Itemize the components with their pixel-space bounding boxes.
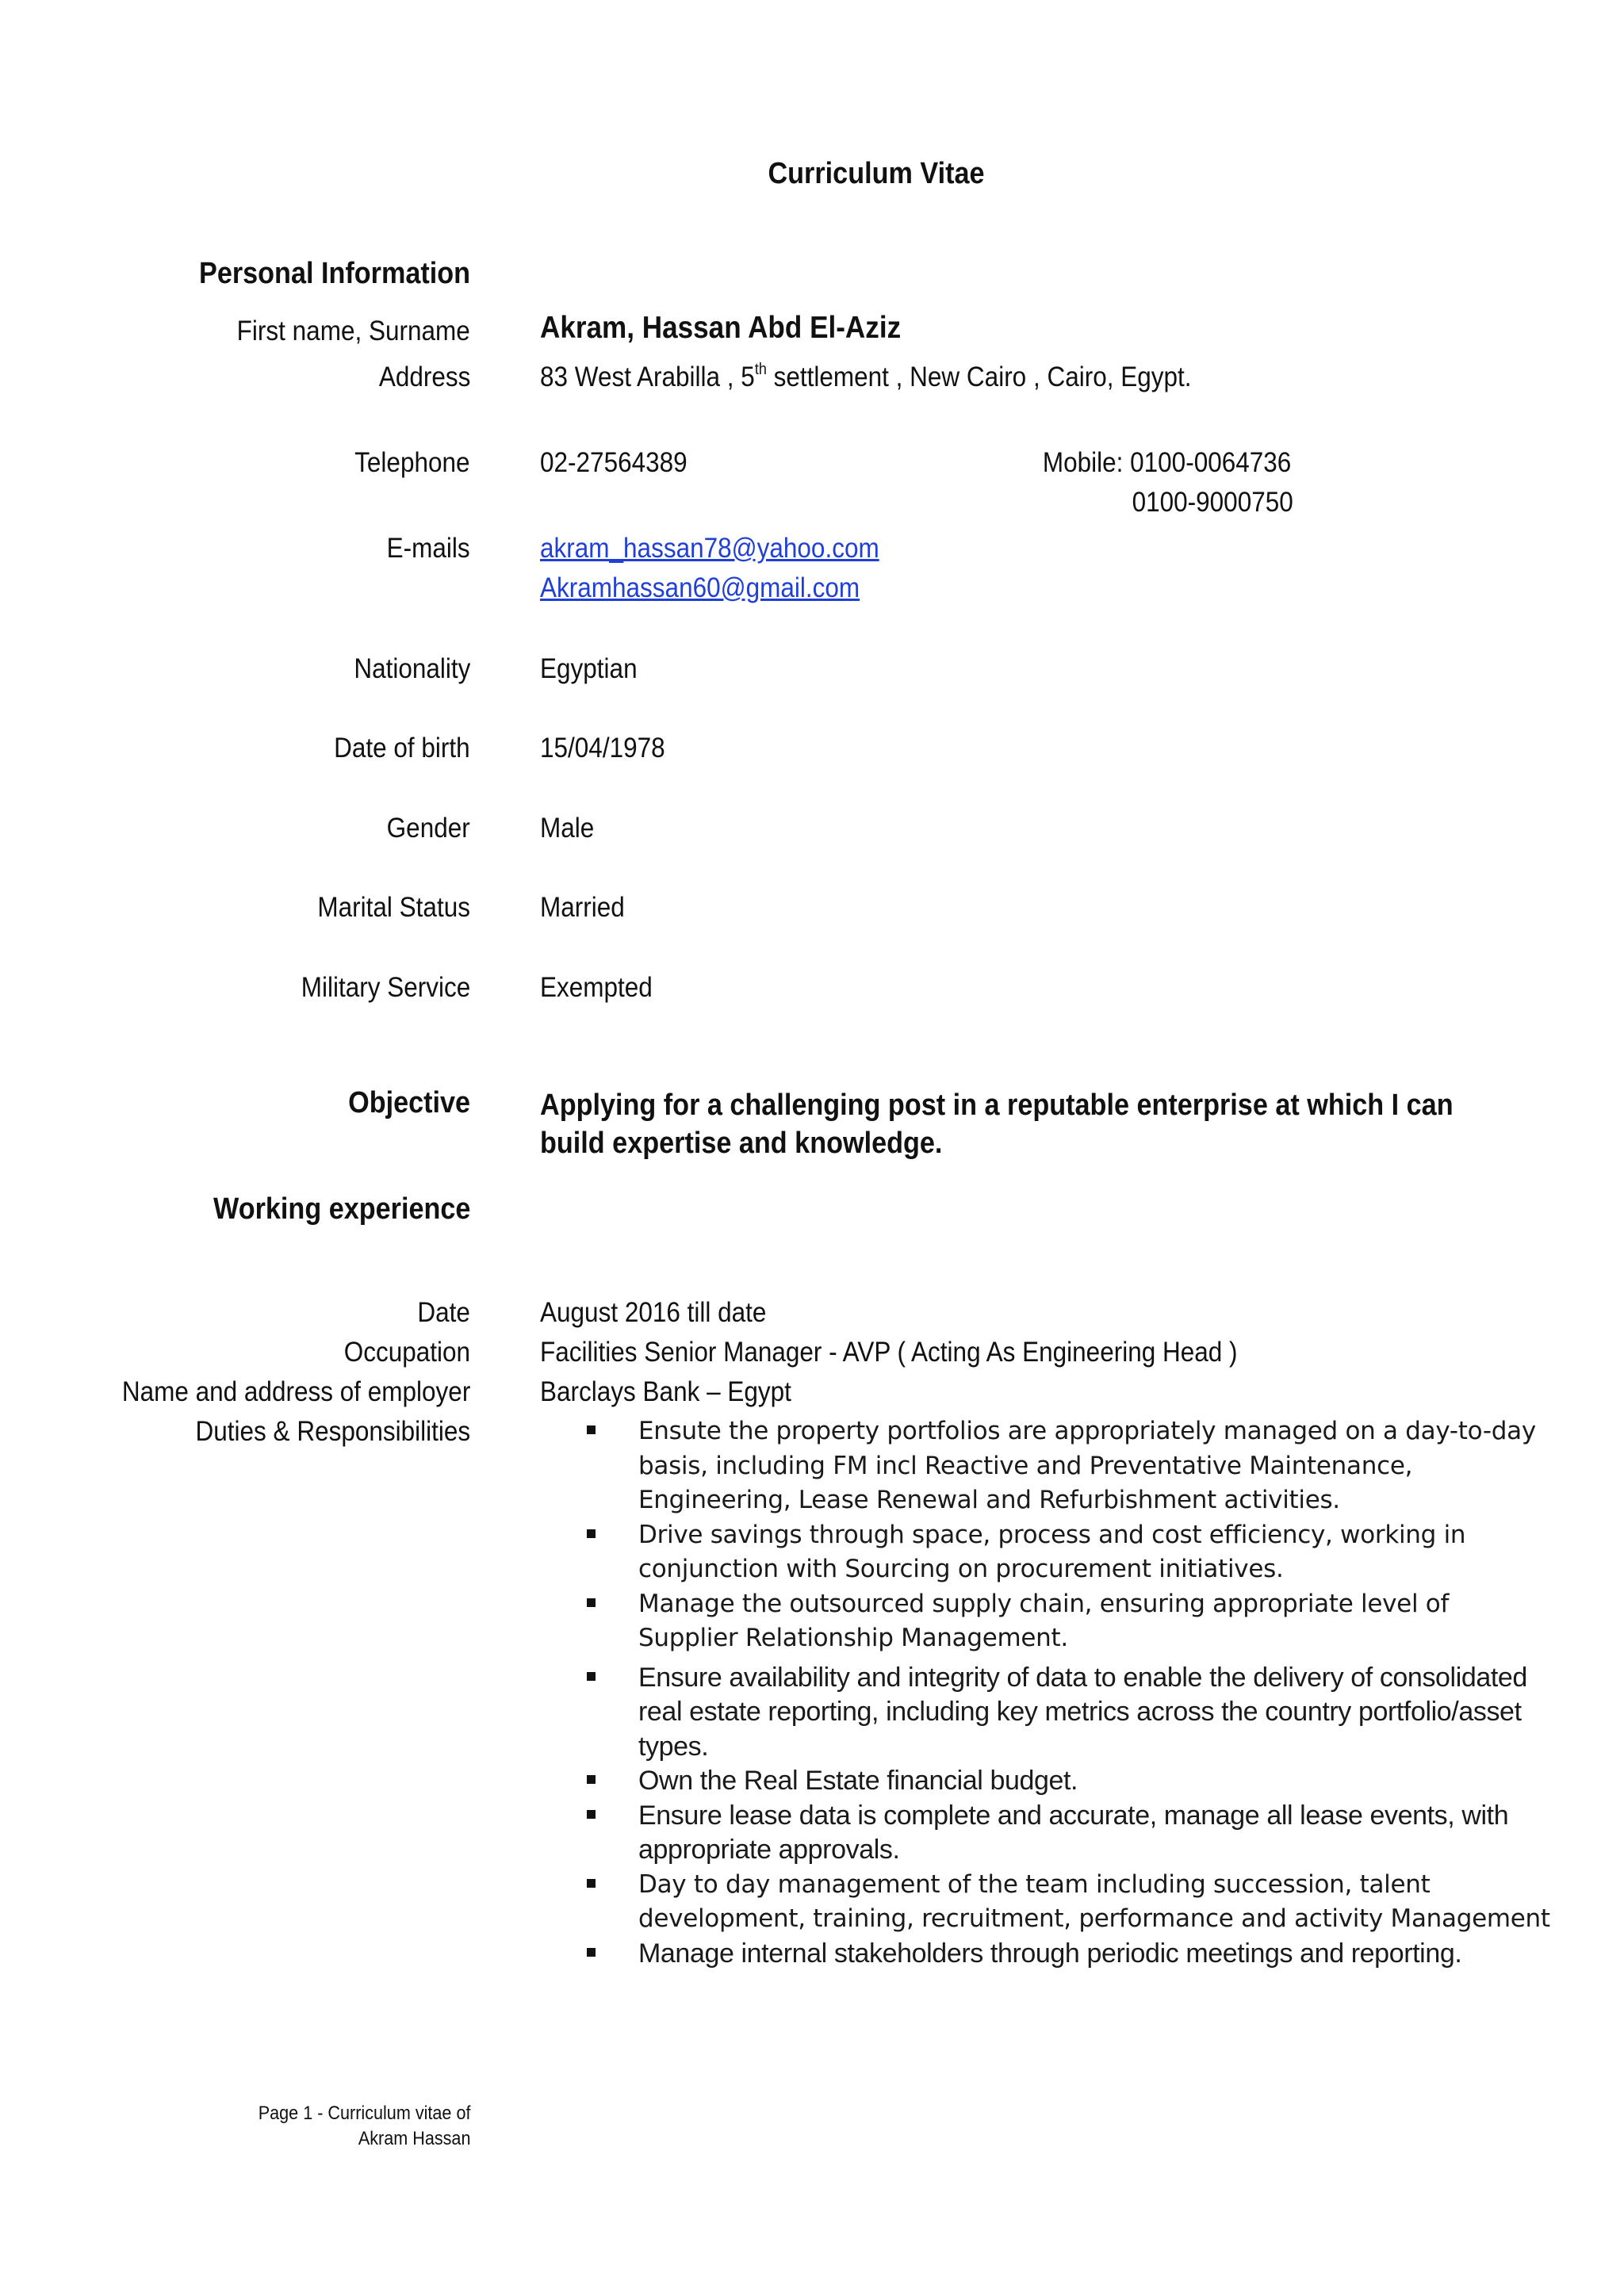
occupation-label: Occupation [343,1337,470,1368]
duty-text: Drive savings through space, process and cost efficiency, working in conjunction with Sourcing on procurement initiatives. [638,1520,1466,1583]
duty-item [587,1661,1554,1765]
duty-item [587,1518,1554,1587]
document-title: Curriculum Vitae [768,157,985,190]
duty-text: Manage internal stakeholders through periodic meetings and reporting. [638,1938,1462,1969]
marital-status-value: Married [540,892,625,923]
square-bullet-icon [587,1810,596,1819]
occupation-value: Facilities Senior Manager - AVP ( Acting As Engineering Head ) [540,1337,1238,1368]
duty-text: Manage the outsourced supply chain, ensuring appropriate level of Supplier Relationship Management. [638,1589,1450,1652]
military-service-label: Military Service [301,972,470,1003]
mobile-number-2: 0100-9000750 [1132,487,1293,518]
employer-value: Barclays Bank – Egypt [540,1376,791,1407]
military-service-value: Exempted [540,972,653,1003]
duties-list [587,1414,1554,1971]
working-experience-heading: Working experience [213,1192,470,1226]
footer-line-1: Page 1 - Curriculum vitae of [258,2103,470,2124]
telephone-label: Telephone [354,447,470,478]
duty-item [587,1937,1554,1972]
duty-text: Ensure lease data is complete and accurate, manage all lease events, with appropriate approvals. [638,1800,1509,1865]
emails-label: E-mails [386,533,470,564]
duty-text: Day to day management of the team including succession, talent development, training, recruitment, performance and activity Management [638,1869,1550,1933]
date-of-birth-value: 15/04/1978 [540,733,665,763]
mobile-number-1: Mobile: 0100-0064736 [1042,447,1291,478]
address-text-start: 83 West Arabilla , 5 [540,362,755,392]
square-bullet-icon [587,1529,596,1538]
employer-label: Name and address of employer [121,1376,470,1407]
objective-text: Applying for a challenging post in a reputable enterprise at which I can build expertise and knowledge. [540,1089,1454,1160]
address-superscript: th [754,361,767,379]
nationality-value: Egyptian [540,653,638,684]
duty-text: Ensute the property portfolios are appropriately managed on a day-to-day basis, including FM incl Reactive and Preventative Maintenance, Engineering, Lease Renewal and Refurbishment activities. [638,1417,1536,1514]
marital-status-label: Marital Status [317,892,470,923]
address-value [540,360,1192,395]
duties-label: Duties & Responsibilities [195,1416,470,1447]
gender-label: Gender [386,813,470,844]
telephone-value: 02-27564389 [540,447,688,478]
duty-item [587,1414,1554,1518]
duty-item [587,1868,1554,1937]
square-bullet-icon [587,1598,596,1607]
duty-text: Own the Real Estate financial budget. [638,1766,1078,1796]
square-bullet-icon [587,1775,596,1784]
duty-item [587,1587,1554,1656]
duty-text: Ensure availability and integrity of data to enable the delivery of consolidated real estate reporting, including key metrics across the country portfolio/asset types. [638,1662,1527,1762]
date-value: August 2016 till date [540,1297,767,1328]
square-bullet-icon [587,1425,596,1434]
personal-information-heading: Personal Information [198,257,470,290]
date-of-birth-label: Date of birth [334,733,470,763]
duty-item [587,1799,1554,1868]
duty-item [587,1764,1554,1799]
address-label: Address [378,362,470,392]
page-footer [258,2101,470,2152]
footer-line-2: Akram Hassan [358,2128,470,2149]
name-label: First name, Surname [236,316,470,346]
address-text-end: settlement , New Cairo , Cairo, Egypt. [766,362,1192,392]
name-value: Akram, Hassan Abd El-Aziz [540,311,902,345]
square-bullet-icon [587,1948,596,1957]
nationality-label: Nationality [353,653,470,684]
gender-value: Male [540,813,595,844]
square-bullet-icon [587,1879,596,1888]
square-bullet-icon [587,1672,596,1681]
date-label: Date [417,1297,470,1328]
email-link-yahoo[interactable]: akram_hassan78@yahoo.com [540,533,879,564]
objective-heading: Objective [348,1086,470,1119]
email-link-gmail[interactable]: Akramhassan60@gmail.com [540,572,860,603]
